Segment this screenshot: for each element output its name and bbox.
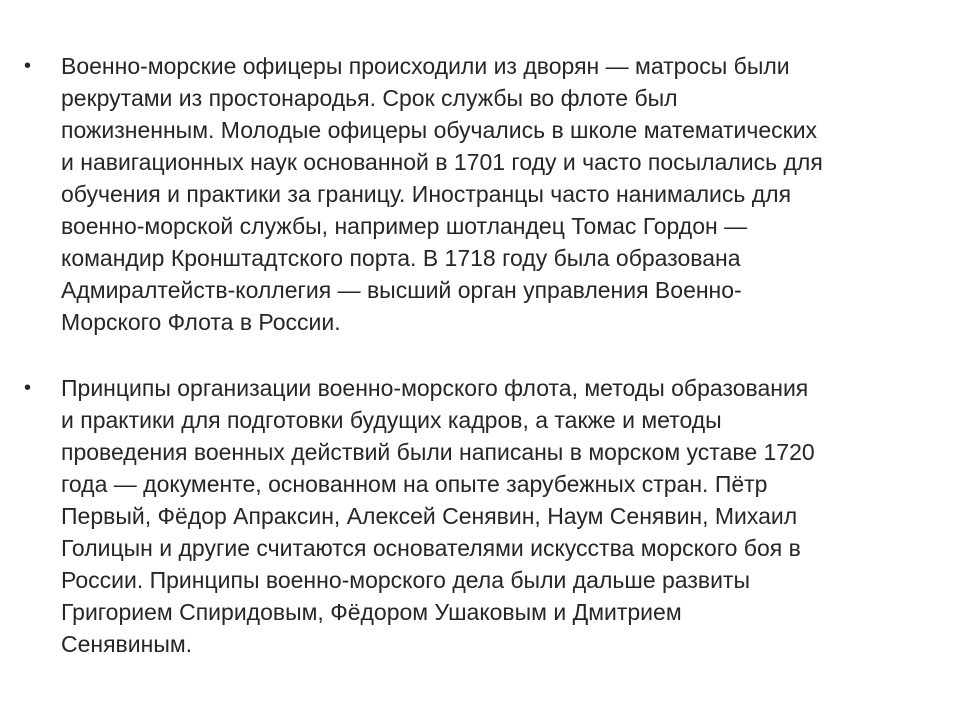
text-line: и практики для подготовки будущих кадров, а также и методы xyxy=(61,407,722,433)
text-line: рекрутами из простонародья. Срок службы во флоте был xyxy=(61,85,678,111)
text-line: обучения и практики за границу. Иностранцы часто нанимались для xyxy=(61,181,792,207)
bullet-icon: • xyxy=(24,55,32,77)
bullet-item-2 xyxy=(24,372,874,660)
text-line: проведения военных действий были написаны в морском уставе 1720 xyxy=(61,439,815,465)
bullet-icon: • xyxy=(24,377,32,399)
text-line: и навигационных наук основанной в 1701 году и часто посылались для xyxy=(61,149,823,175)
text-line: командир Кронштадтского порта. В 1718 году была образована xyxy=(61,245,741,271)
text-line: Морского Флота в России. xyxy=(61,309,341,335)
text-line: России. Принципы военно-морского дела были дальше развиты xyxy=(61,567,751,593)
text-line: Адмиралтейств-коллегия — высший орган управления Военно- xyxy=(61,277,742,303)
text-line: военно-морской службы, например шотландец Томас Гордон — xyxy=(61,213,748,239)
text-line: года — документе, основанном на опыте зарубежных стран. Пётр xyxy=(61,471,768,497)
text-line: Сенявиным. xyxy=(61,631,193,657)
text-line: Первый, Фёдор Апраксин, Алексей Сенявин, Наум Сенявин, Михаил xyxy=(61,503,798,529)
text-line: Голицын и другие считаются основателями искусства морского боя в xyxy=(61,535,801,561)
text-line: пожизненным. Молодые офицеры обучались в школе математических xyxy=(61,117,818,143)
bullet-list xyxy=(24,50,874,694)
text-line: Военно-морские офицеры происходили из дворян — матросы были xyxy=(61,53,790,79)
text-line: Принципы организации военно-морского флота, методы образования xyxy=(61,375,809,401)
text-line: Григорием Спиридовым, Фёдором Ушаковым и Дмитрием xyxy=(61,599,682,625)
bullet-item-1 xyxy=(24,50,874,338)
